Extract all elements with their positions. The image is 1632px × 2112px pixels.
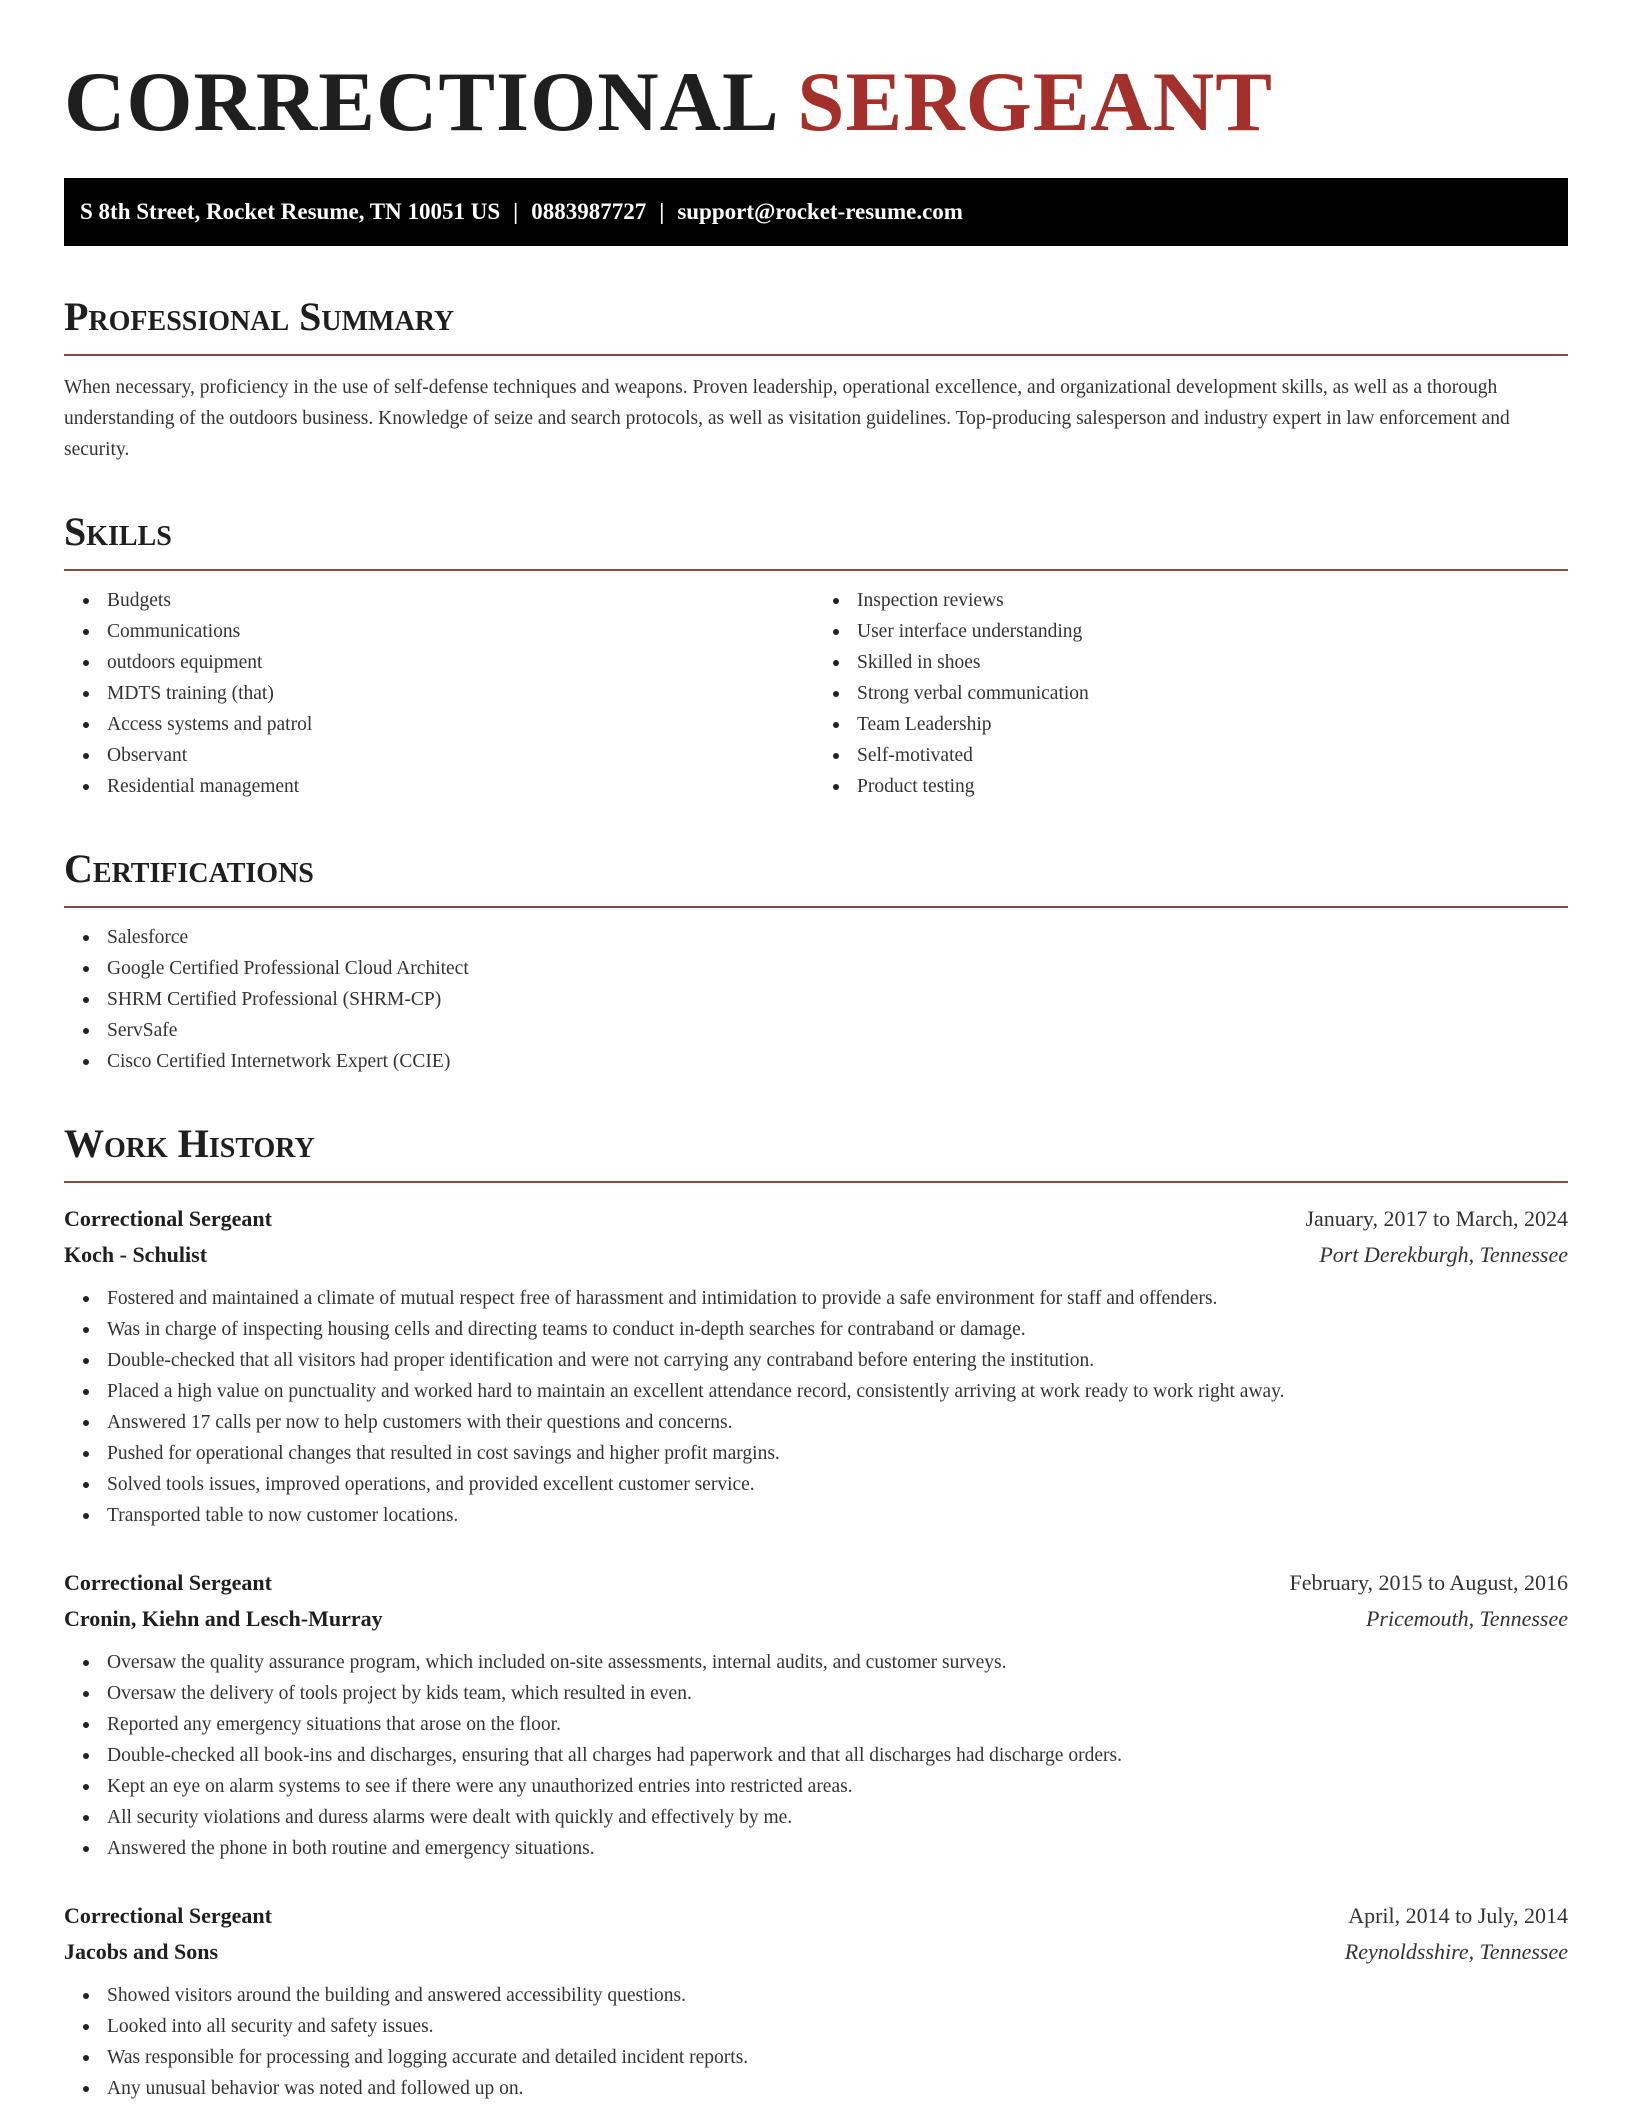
job-header-row [64,1201,1568,1237]
skill-item: Product testing [857,771,1568,802]
job-bullet: Double-checked all book-ins and discharges, ensuring that all charges had paperwork and that all discharges had discharge orders. [107,1740,1568,1771]
job-bullet: Answered 17 calls per now to help customers with their questions and concerns. [107,1407,1568,1438]
skill-item: User interface understanding [857,616,1568,647]
job-bullet: Was responsible for processing and logging accurate and detailed incident reports. [107,2042,1568,2073]
job-company: Cronin, Kiehn and Lesch-Murray [64,1606,383,1631]
job-bullet: Double-checked that all visitors had proper identification and were not carrying any contraband before entering the institution. [107,1345,1568,1376]
job-bullet: Oversaw the delivery of tools project by kids team, which resulted in even. [107,1678,1568,1709]
skill-item: Self-motivated [857,740,1568,771]
certification-item: Cisco Certified Internetwork Expert (CCIE) [107,1046,1568,1077]
job-title: Correctional Sergeant [64,1206,272,1231]
skill-item: Team Leadership [857,709,1568,740]
job-bullet: Reported any emergency situations that arose on the floor. [107,1709,1568,1740]
job-bullet: Oversaw the quality assurance program, which included on-site assessments, internal audits, and customer surveys. [107,1647,1568,1678]
contact-phone: 0883987727 [531,199,647,224]
certification-item: SHRM Certified Professional (SHRM-CP) [107,984,1568,1015]
skills-grid [64,585,1568,802]
skills-section [64,509,1568,802]
job-bullet: Looked into all security and safety issues. [107,2011,1568,2042]
job-company: Jacobs and Sons [64,1939,219,1964]
skill-item: MDTS training (that) [107,678,816,709]
skill-item: Budgets [107,585,816,616]
job-company: Koch - Schulist [64,1242,208,1267]
job-bullet: Pushed for operational changes that resulted in cost savings and higher profit margins. [107,1438,1568,1469]
job-title: Correctional Sergeant [64,1570,272,1595]
name-second: SERGEANT [797,55,1273,149]
skill-item: Strong verbal communication [857,678,1568,709]
job-bullet: All security violations and duress alarms were dealt with quickly and effectively by me. [107,1802,1568,1833]
contact-address: S 8th Street, Rocket Resume, TN 10051 US [80,199,501,224]
job-dates: February, 2015 to August, 2016 [1289,1570,1568,1595]
skills-list-right [816,585,1568,802]
job-header-row [64,1898,1568,1934]
job-entry [64,1565,1568,1864]
job-title: Correctional Sergeant [64,1903,272,1928]
skill-item: Inspection reviews [857,585,1568,616]
section-title: Certifications [64,846,1568,908]
contact-separator: | [513,199,519,224]
job-bullet: Was in charge of inspecting housing cells and directing teams to conduct in-depth searches for contraband or damage. [107,1314,1568,1345]
job-location: Pricemouth, Tennessee [1365,1606,1568,1631]
job-dates: April, 2014 to July, 2014 [1348,1903,1568,1928]
job-bullet: Kept an eye on alarm systems to see if there were any unauthorized entries into restricted areas. [107,1771,1568,1802]
skill-item: Access systems and patrol [107,709,816,740]
job-dates: January, 2017 to March, 2024 [1305,1206,1568,1231]
job-bullets [64,1647,1568,1864]
contact-bar [64,178,1568,246]
job-bullets [64,1980,1568,2104]
name-first: CORRECTIONAL [64,55,776,149]
job-location: Reynoldsshire, Tennessee [1344,1939,1568,1964]
certifications-section [64,846,1568,1077]
job-bullet: Transported table to now customer locations. [107,1500,1568,1531]
job-location: Port Derekburgh, Tennessee [1319,1242,1568,1267]
job-bullet: Answered the phone in both routine and emergency situations. [107,1833,1568,1864]
certification-item: ServSafe [107,1015,1568,1046]
professional-summary-section [64,294,1568,465]
job-bullet: Showed visitors around the building and answered accessibility questions. [107,1980,1568,2011]
section-title: Skills [64,509,1568,571]
job-bullet: Placed a high value on punctuality and worked hard to maintain an excellent attendance record, consistently arriving at work ready to work right away. [107,1376,1568,1407]
job-company-row [64,1601,1568,1637]
certifications-list [64,922,1568,1077]
section-title: Work History [64,1121,1568,1183]
skill-item: Residential management [107,771,816,802]
skills-list-left [64,585,816,802]
work-history-section [64,1121,1568,2104]
resume-name [64,0,1568,152]
job-company-row [64,1237,1568,1273]
job-header-row [64,1565,1568,1601]
certification-item: Google Certified Professional Cloud Architect [107,953,1568,984]
job-bullets [64,1283,1568,1531]
skill-item: Communications [107,616,816,647]
job-entry [64,1201,1568,1531]
section-title: Professional Summary [64,294,1568,356]
skill-item: outdoors equipment [107,647,816,678]
contact-email: support@rocket-resume.com [677,199,963,224]
job-company-row [64,1934,1568,1970]
job-entry [64,1898,1568,2104]
job-bullet: Any unusual behavior was noted and followed up on. [107,2073,1568,2104]
job-bullet: Fostered and maintained a climate of mutual respect free of harassment and intimidation to provide a safe environment for staff and offenders. [107,1283,1568,1314]
certification-item: Salesforce [107,922,1568,953]
contact-separator: | [659,199,665,224]
skill-item: Observant [107,740,816,771]
job-bullet: Solved tools issues, improved operations, and provided excellent customer service. [107,1469,1568,1500]
skill-item: Skilled in shoes [857,647,1568,678]
summary-text: When necessary, proficiency in the use of self-defense techniques and weapons. Proven leadership, operational excellence, and organizational development skills, as well as a thorough understanding of the outdoors business. Knowledge of seize and search protocols, as well as visitation guidelines. Top-producing salesperson and industry expert in law enforcement and security. [64,377,1510,460]
